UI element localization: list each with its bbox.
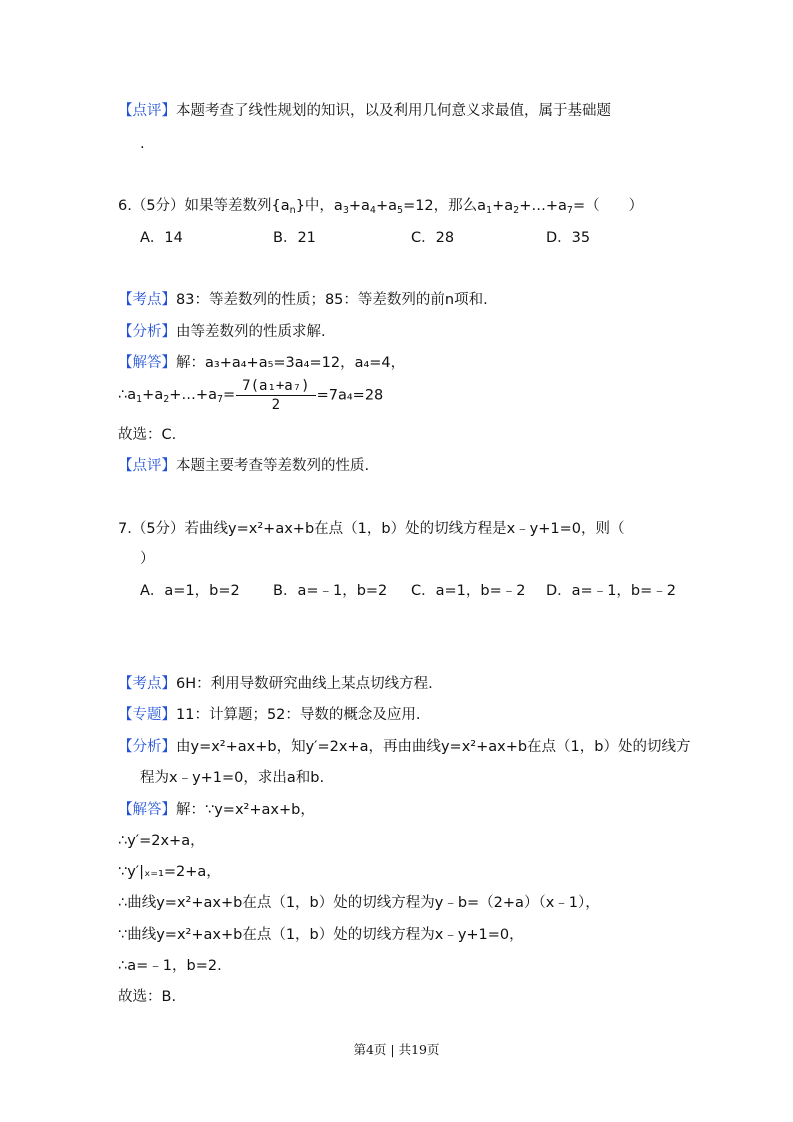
q7-line-6: ∴a=﹣1，b=2. [118, 958, 222, 974]
point-tag: 【考点】 [118, 292, 176, 308]
answer-tag: 【解答】 [118, 355, 176, 371]
q7-line-3: ∵y′|ₓ₌₁=2+a， [118, 864, 221, 880]
page-footer: 第4页 | 共19页 [353, 1042, 440, 1057]
q7-option-c: C．a=1，b=﹣2 [411, 583, 526, 599]
q6-select: 故选：C. [118, 427, 177, 443]
q7-answer: 【解答】解：∵y=x²+ax+b， [118, 802, 315, 818]
q7-select: 故选：B. [118, 989, 177, 1005]
q6-option-b: B．21 [273, 230, 316, 246]
q7-analysis-cont: 程为x﹣y+1=0，求出a和b. [140, 770, 325, 786]
q7-point: 【考点】6H：利用导数研究曲线上某点切线方程. [118, 676, 433, 692]
q7-line-4: ∴曲线y=x²+ax+b在点（1，b）处的切线方程为y﹣b=（2+a）（x﹣1）， [118, 895, 600, 911]
q7-line-5: ∵曲线y=x²+ax+b在点（1，b）处的切线方程为x﹣y+1=0， [118, 927, 524, 943]
q6-option-c: C．28 [411, 230, 455, 246]
q6-point: 【考点】83：等差数列的性质；85：等差数列的前n项和. [118, 292, 488, 308]
q7-line-2: ∴y′=2x+a， [118, 833, 205, 849]
topic-tag: 【专题】 [118, 707, 176, 723]
q6-option-a: A．14 [140, 230, 183, 246]
q6-fraction: $\frac{\text{7(a₁+a₇)}}{2}$ [236, 378, 315, 413]
q6-option-d: D．35 [546, 230, 591, 246]
analysis-tag: 【分析】 [118, 324, 176, 340]
q7-stem-close: ） [140, 551, 155, 567]
q7-stem: 7.（5分）若曲线y=x²+ax+b在点（1，b）处的切线方程是x﹣y+1=0，则（ [118, 521, 625, 537]
q7-option-a: A．a=1，b=2 [140, 583, 240, 599]
q6-answer: 【解答】解：a₃+a₄+a₅=3a₄=12，a₄=4， [118, 355, 406, 371]
q7-topic: 【专题】11：计算题；52：导数的概念及应用. [118, 707, 421, 723]
q6-comment: 【点评】本题主要考查等差数列的性质. [118, 458, 370, 474]
q7-analysis: 【分析】由y=x²+ax+b，知y′=2x+a，再由曲线y=x²+ax+b在点（1，b）处的切线方 [118, 739, 691, 755]
q5-comment-text: 本题考查了线性规划的知识，以及利用几何意义求最值，属于基础题 [176, 103, 611, 119]
q6-stem: 6.（5分）如果等差数列$\{a_n\}$中，$a_3+a_4+a_5=12$，那么$a_1+a_2+\dots+a_7=$（ ） [118, 198, 644, 216]
q5-comment [118, 101, 611, 121]
q6-fraction-line: $\therefore a_1+a_2+\dots+a_7=$ $\frac{\text{7(a₁+a₇)}}{2}$ =7a₄=28 [118, 378, 384, 413]
q5-comment-tail: . [140, 136, 145, 152]
q6-analysis: 【分析】由等差数列的性质求解. [118, 324, 326, 340]
q7-option-d: D．a=﹣1，b=﹣2 [546, 583, 677, 599]
comment-tag: 【点评】 [118, 103, 176, 119]
q7-option-b: B．a=﹣1，b=2 [273, 583, 388, 599]
